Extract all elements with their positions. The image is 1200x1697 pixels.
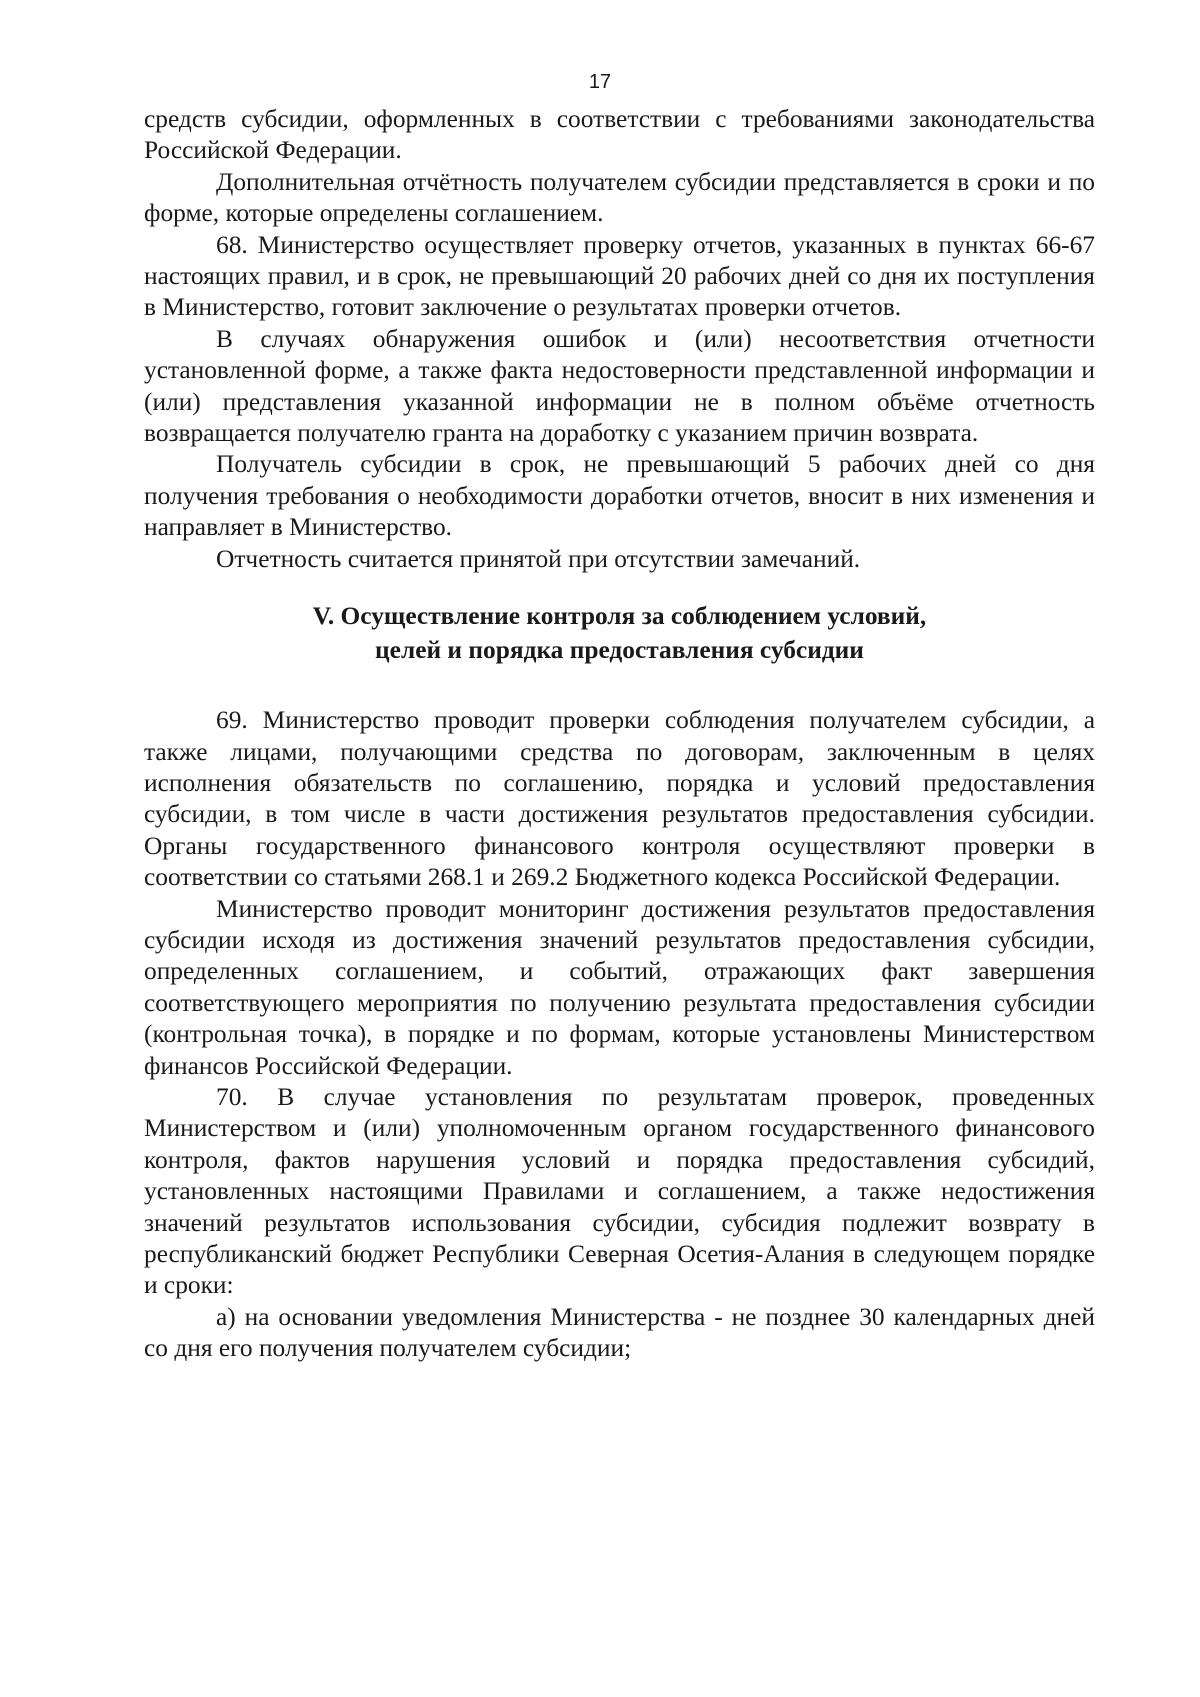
paragraph-continuation: средств субсидии, оформленных в соответствии с требованиями законодательства Российской Федерации. <box>144 105 1095 165</box>
paragraph-item-68: 68. Министерство осуществляет проверку отчетов, указанных в пунктах 66-67 настоящих правил, и в срок, не превышающий 20 рабочих дней со дня их поступления в Министерство, готовит заключение о результатах проверки отчетов. <box>144 230 1095 322</box>
paragraph-errors-detected: В случаях обнаружения ошибок и (или) несоответствия отчетности установленной форме, а также факта недостоверности представленной информации и (или) представления указанной информации не в полном объёме отчетность возвращается получателю гранта на доработку с указанием причин возврата. <box>144 324 1095 448</box>
paragraph-additional-reporting: Дополнительная отчётность получателем субсидии представляется в сроки и по форме, которые определены соглашением. <box>144 167 1095 228</box>
paragraph-monitoring: Министерство проводит мониторинг достижения результатов предоставления субсидии исходя из достижения значений результатов предоставления субсидии, определенных соглашением, и событий, отражающих факт завершения соответствующего мероприятия по получению результата предоставления субсидии (контрольная точка), в порядке и по формам, которые установлены Министерством финансов Российской Федерации. <box>144 894 1095 1080</box>
section-heading-line-1: V. Осуществление контроля за соблюдением условий, <box>312 602 927 631</box>
page-number: 17 <box>588 71 612 93</box>
paragraph-recipient-revision: Получатель субсидии в срок, не превышающий 5 рабочих дней со дня получения требования о необходимости доработки отчетов, вносит в них изменения и направляет в Министерство. <box>144 450 1095 542</box>
paragraph-subitem-a: а) на основании уведомления Министерства - не позднее 30 календарных дней со дня его получения получателем субсидии; <box>144 1302 1095 1363</box>
section-heading-line-2: целей и порядка предоставления субсидии <box>375 636 864 665</box>
document-body <box>144 104 1095 1365</box>
section-heading <box>144 599 1095 667</box>
paragraph-item-70: 70. В случае установления по результатам проверок, проведенных Министерством и (или) уполномоченным органом государственного финансового контроля, фактов нарушения условий и порядка предоставления субсидий, установленных настоящими Правилами и соглашением, а также недостижения значений результатов использования субсидии, субсидия подлежит возврату в республиканский бюджет Республики Северная Осетия-Алания в следующем порядке и сроки: <box>144 1082 1095 1300</box>
paragraph-item-69: 69. Министерство проводит проверки соблюдения получателем субсидии, а также лицами, получающими средства по договорам, заключенным в целях исполнения обязательств по соглашению, порядка и условий предоставления субсидии, в том числе в части достижения результатов предоставления субсидии. Органы государственного финансового контроля осуществляют проверки в соответствии со статьями 268.1 и 269.2 Бюджетного кодекса Российской Федерации. <box>144 706 1095 892</box>
paragraph-report-accepted: Отчетность считается принятой при отсутствии замечаний. <box>216 544 861 573</box>
